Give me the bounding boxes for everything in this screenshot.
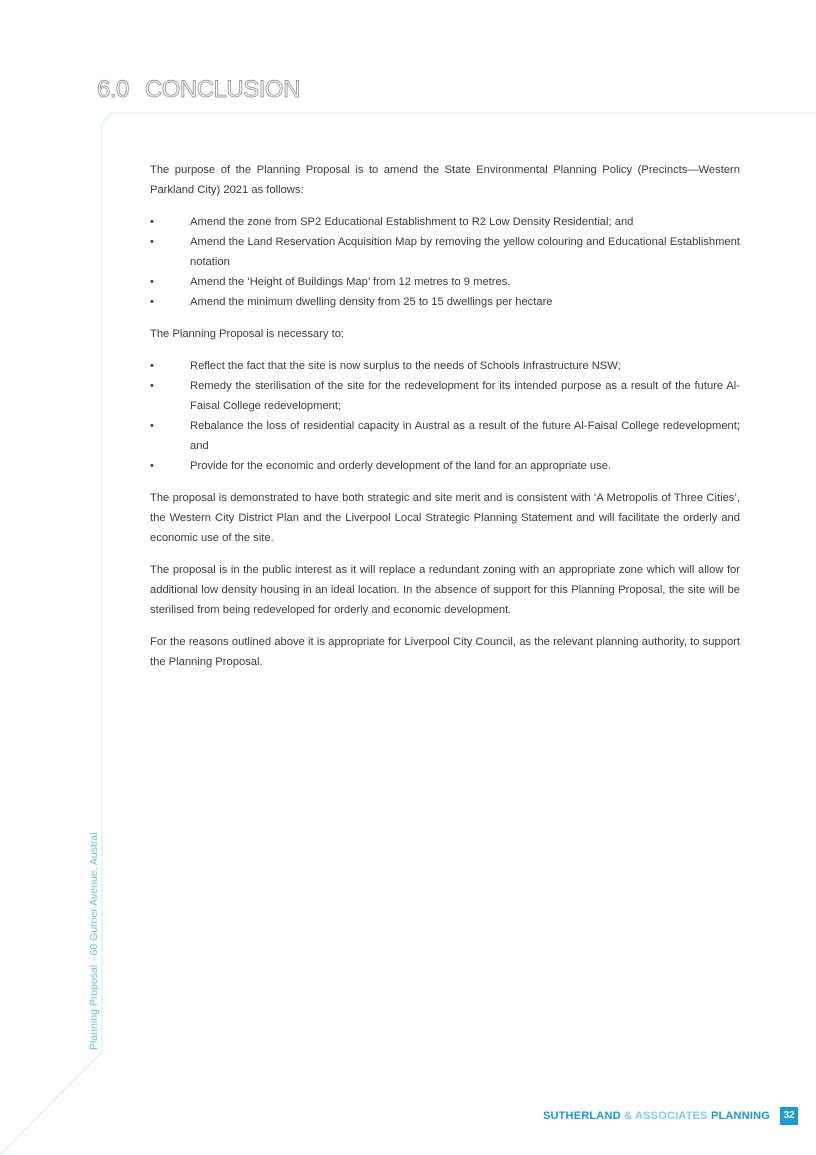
necessity-item: • Remedy the sterilisation of the site for the redevelopment for its intended purpose as a result of the future Al-Faisal College redevelopment; [150, 376, 740, 416]
amendment-item: • Amend the minimum dwelling density from 25 to 15 dwellings per hectare [150, 292, 740, 312]
public-interest-paragraph: The proposal is in the public interest as it will replace a redundant zoning with an appropriate zone which will allow for additional low density housing in an ideal location. In the absence of support for this Planning Proposal, the site will be sterilised from being redeveloped for orderly and economic development. [150, 564, 740, 616]
brand-word-1: SUTHERLAND [542, 1110, 621, 1122]
amendment-item: • Amend the zone from SP2 Educational Establishment to R2 Low Density Residential; and [150, 212, 740, 232]
side-document-label: Planning Proposal - 60 Gurner Avenue, Austral [88, 832, 100, 1050]
section-heading [97, 76, 300, 104]
brand-word-2: & ASSOCIATES [624, 1110, 708, 1122]
amendment-item: • Amend the Land Reservation Acquisition Map by removing the yellow colouring and Educational Establishment notation [150, 232, 740, 272]
intro-paragraph: The purpose of the Planning Proposal is to amend the State Environmental Planning Policy (Precincts—Western Parkland City) 2021 as follows: [150, 164, 740, 196]
main-content [150, 160, 740, 684]
section-number: 6.0 [97, 76, 129, 103]
brand-word-3: PLANNING [710, 1110, 770, 1122]
footer-brand [543, 1110, 770, 1122]
closing-paragraph: For the reasons outlined above it is appropriate for Liverpool City Council, as the relevant planning authority, to support the Planning Proposal. [150, 636, 740, 668]
section-title: CONCLUSION [144, 76, 300, 103]
necessity-item: • Rebalance the loss of residential capacity in Austral as a result of the future Al-Faisal College redevelopment; and [150, 416, 740, 456]
amendment-item: • Amend the ‘Height of Buildings Map’ from 12 metres to 9 metres. [150, 272, 740, 292]
page-number: 32 [780, 1107, 798, 1125]
amendments-list [150, 212, 740, 312]
necessity-item: • Provide for the economic and orderly development of the land for an appropriate use. [150, 456, 740, 476]
necessity-item: • Reflect the fact that the site is now surplus to the needs of Schools Infrastructure NSW; [150, 356, 740, 376]
necessity-intro: The Planning Proposal is necessary to: [150, 328, 345, 340]
merit-paragraph: The proposal is demonstrated to have both strategic and site merit and is consistent with ‘A Metropolis of Three Cities’, the Western City District Plan and the Liverpool Local Strategic Planning Statement and will facilitate the orderly and economic use of the site. [150, 492, 740, 544]
necessity-list [150, 356, 740, 476]
